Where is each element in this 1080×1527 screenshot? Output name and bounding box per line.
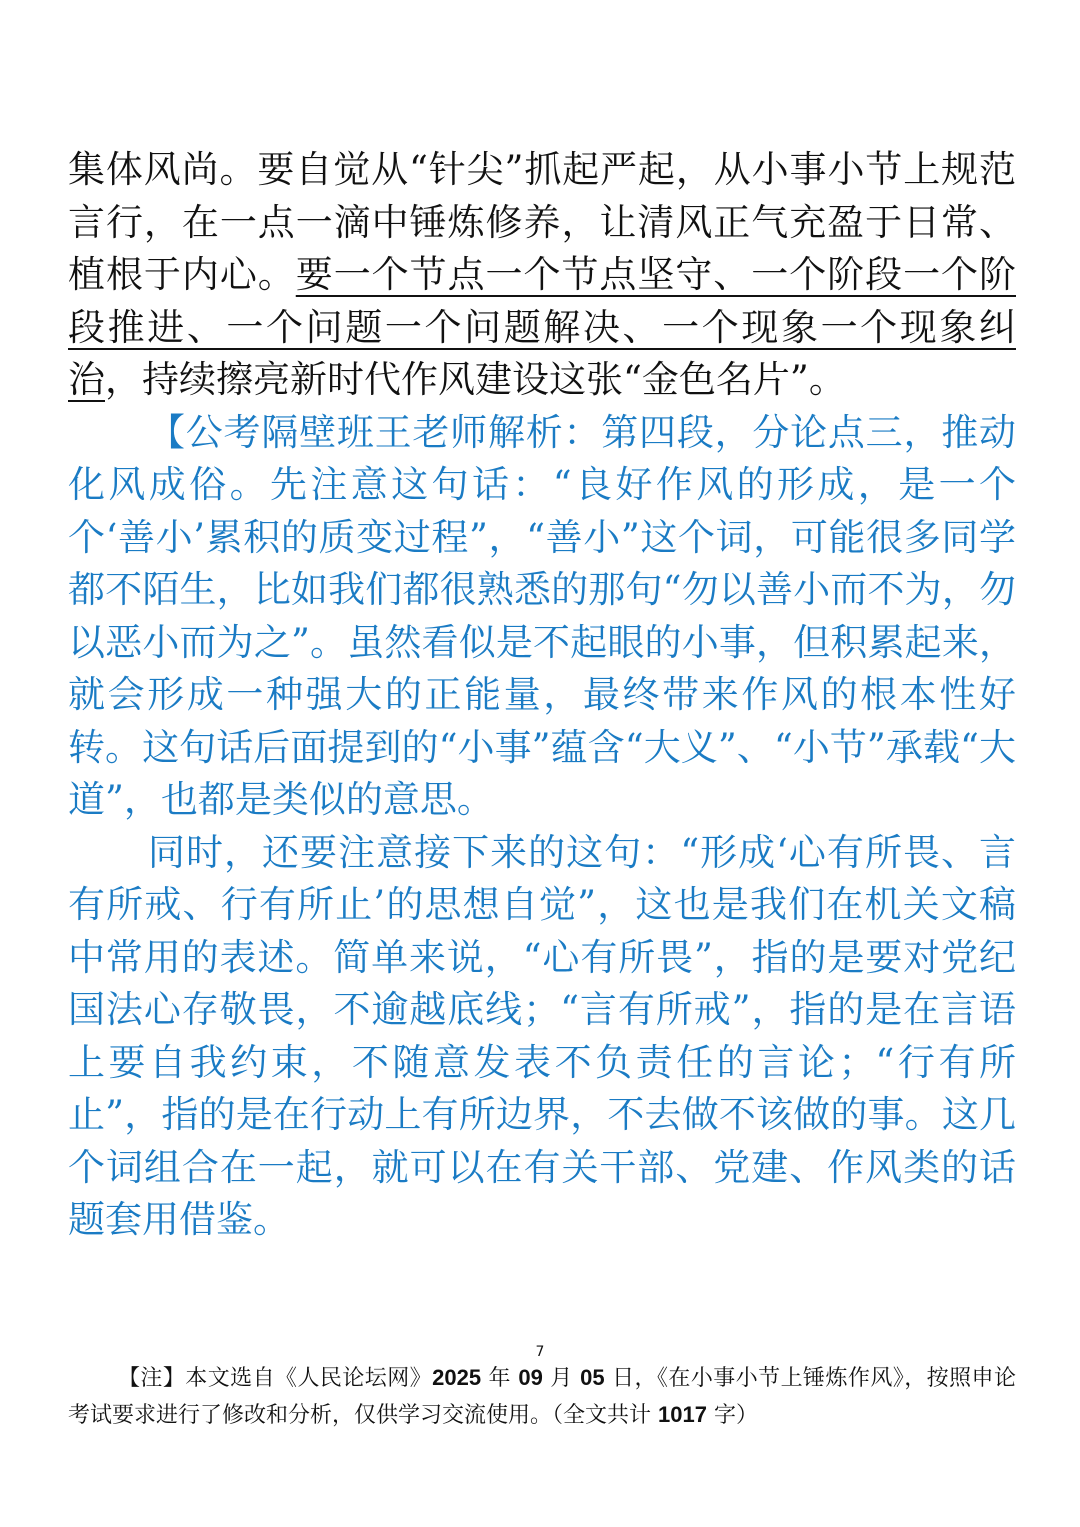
underlined-text: 要一个节点一个节点坚守、一个阶段一个阶段推进、一个问题一个问题解决、一个现象一个现象纠治 (68, 253, 1016, 401)
footnote-year: 2025 (432, 1365, 482, 1390)
footnote-year-unit: 年 (488, 1366, 511, 1391)
footnote-day-unit: 日，《在小事小节上锤炼作风》，按照申论考试要求进行了修改和分析，仅供学习交流使用。（全文共计 (68, 1366, 1016, 1428)
body-text: 集体风尚。要自觉从“针尖”抓起严起，从小事小节上规范言行，在一点一滴中锤炼修养，让清风正气充盈于日常、植根于内心。 (68, 148, 1016, 296)
body-text-end: ，持续擦亮新时代作风建设这张“金色名片”。 (105, 358, 846, 401)
footnote-month-unit: 月 (550, 1366, 573, 1391)
footnote-count: 1017 (658, 1402, 707, 1427)
footnote-month: 09 (518, 1365, 543, 1390)
footnote-prefix: 【注】本文选自《人民论坛网》 (118, 1366, 433, 1391)
analysis-paragraph-1: 【公考隔壁班王老师解析：第四段，分论点三，推动化风成俗。先注意这句话：“良好作风的形成，是一个个‘善小’累积的质变过程”，“善小”这个词，可能很多同学都不陌生，比如我们都很熟悉的那句“勿以善小而不为，勿以恶小而为之”。虽然看似是不起眼的小事，但积累起来，就会形成一种强大的正能量，最终带来作风的根本性好转。这句话后面提到的“小事”蕴含“大义”、“小节”承载“大道”，也都是类似的意思。 (68, 410, 1016, 821)
footnote-count-unit: 字） (713, 1403, 758, 1428)
footnote (68, 1360, 1016, 1434)
footnote-text (68, 1360, 1016, 1434)
footnote-day: 05 (580, 1365, 605, 1390)
body-paragraph (68, 144, 1016, 407)
page-number: 7 (535, 1344, 545, 1360)
document-page (68, 144, 1016, 1247)
analysis-paragraph-2: 同时，还要注意接下来的这句：“形成‘心有所畏、言有所戒、行有所止’的思想自觉”，这也是我们在机关文稿中常用的表述。简单来说，“心有所畏”，指的是要对党纪国法心存敬畏，不逾越底线；“言有所戒”，指的是在言语上要自我约束，不随意发表不负责任的言论；“行有所止”，指的是在行动上有所边界，不去做不该做的事。这几个词组合在一起，就可以在有关干部、党建、作风类的话题套用借鉴。 (68, 830, 1016, 1241)
